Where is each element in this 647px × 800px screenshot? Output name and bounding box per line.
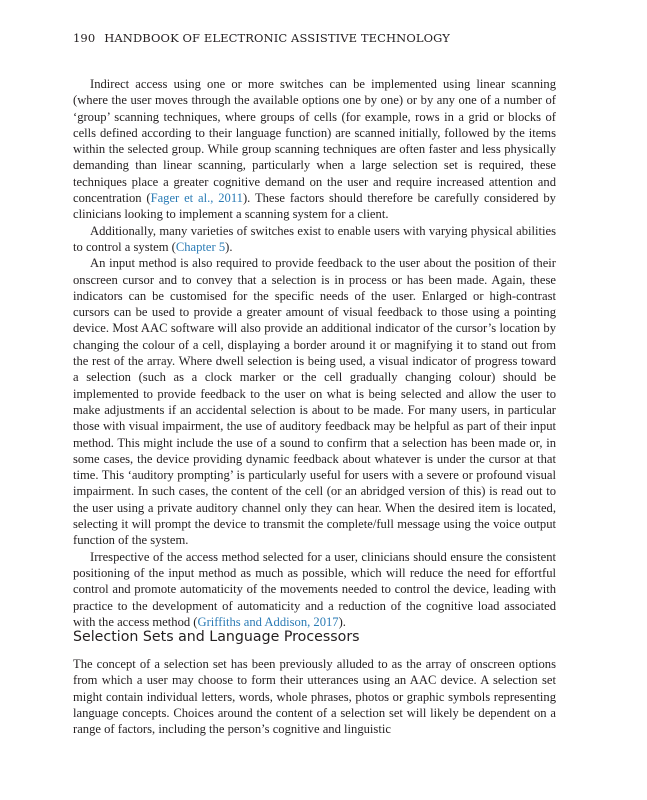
paragraph-scanning (73, 76, 556, 223)
paragraph-text: Indirect access using one or more switches can be implemented using linear scanning (where the user moves through the available options one by one) or by any one of a number of ‘group’ scanning techniques, where groups of cells (for example, rows in a grid or blocks of cells defined according to their language function) are scanned initially, followed by the items within the selected group. While group scanning techniques are often faster and less physically demanding than linear scanning, particularly when a large selection set is required, these techniques place a greater cognitive demand on the user and require increased attention and concentration ( (73, 77, 556, 206)
running-head (73, 31, 573, 45)
paragraph-text: Irrespective of the access method selected for a user, clinicians should ensure the consistent positioning of the input method as much as possible, which will reduce the need for effortful control and promote automaticity of the movements needed to control the device, leading with practice to the development of automaticity and a reduction of the cognitive load associated with the access method ( (73, 549, 556, 629)
body-text (73, 76, 556, 630)
section-body (73, 656, 556, 737)
paragraph-positioning (73, 549, 556, 630)
section-heading: Selection Sets and Language Processors (73, 629, 360, 645)
citation-link[interactable]: Griffiths and Addison, 2017 (197, 614, 339, 629)
paragraph-text: ). These factors should therefore be carefully considered by clinicians looking to implement a scanning system for a client. (73, 191, 556, 222)
book-title: HANDBOOK OF ELECTRONIC ASSISTIVE TECHNOLOGY (104, 31, 450, 45)
citation-link[interactable]: Fager et al., 2011 (150, 191, 243, 206)
paragraph-feedback (73, 255, 556, 548)
paragraph-text: ). (338, 614, 346, 629)
paragraph-text: Additionally, many varieties of switches exist to enable users with varying physical abilities to control a system ( (73, 223, 556, 254)
paragraph-text: An input method is also required to provide feedback to the user about the position of their onscreen cursor and to convey that a selection is in process or has been made. Again, these indicators can be customised for the specific needs of the user. Enlarged or high-contrast cursors can be used to provide a greater amount of visual feedback to those using a pointing device. Most AAC software will also provide an additional indicator of the cursor’s location by changing the colour of a cell, displaying a border around it or magnifying it to stand out from the rest of the array. Where dwell selection is being used, a visual indicator of progress toward a selection (such as a clock marker or the cell gradually changing colour) should be implemented to provide feedback to the user on what is being selected and allow the user to make adjustments if an accidental selection is about to be made. For many users, in particular those with visual impairment, the use of auditory feedback may be helpful as part of their input method. This might include the use of a sound to confirm that a selection has been made or, in some cases, the device providing dynamic feedback about whatever is under the cursor at that time. This ‘auditory prompting’ is particularly useful for users with a severe or profound visual impairment. In such cases, the content of the cell (or an abridged version of this) is read out to the user using a private auditory channel only they can hear. When the desired item is located, selecting it will prompt the device to transmit the complete/full message using the voice output function of the system. (73, 256, 556, 548)
section-paragraph: The concept of a selection set has been previously alluded to as the array of onscreen options from which a user may choose to form their utterances using an AAC device. A selection set might contain individual letters, words, whole phrases, photos or graphic symbols representing language concepts. Choices around the content of a selection set will likely be dependent on a range of factors, including the person’s cognitive and linguistic (73, 657, 556, 737)
paragraph-text: ). (225, 239, 233, 254)
paragraph-switches (73, 223, 556, 256)
page-number: 190 (73, 31, 96, 45)
chapter-link[interactable]: Chapter 5 (175, 239, 226, 254)
